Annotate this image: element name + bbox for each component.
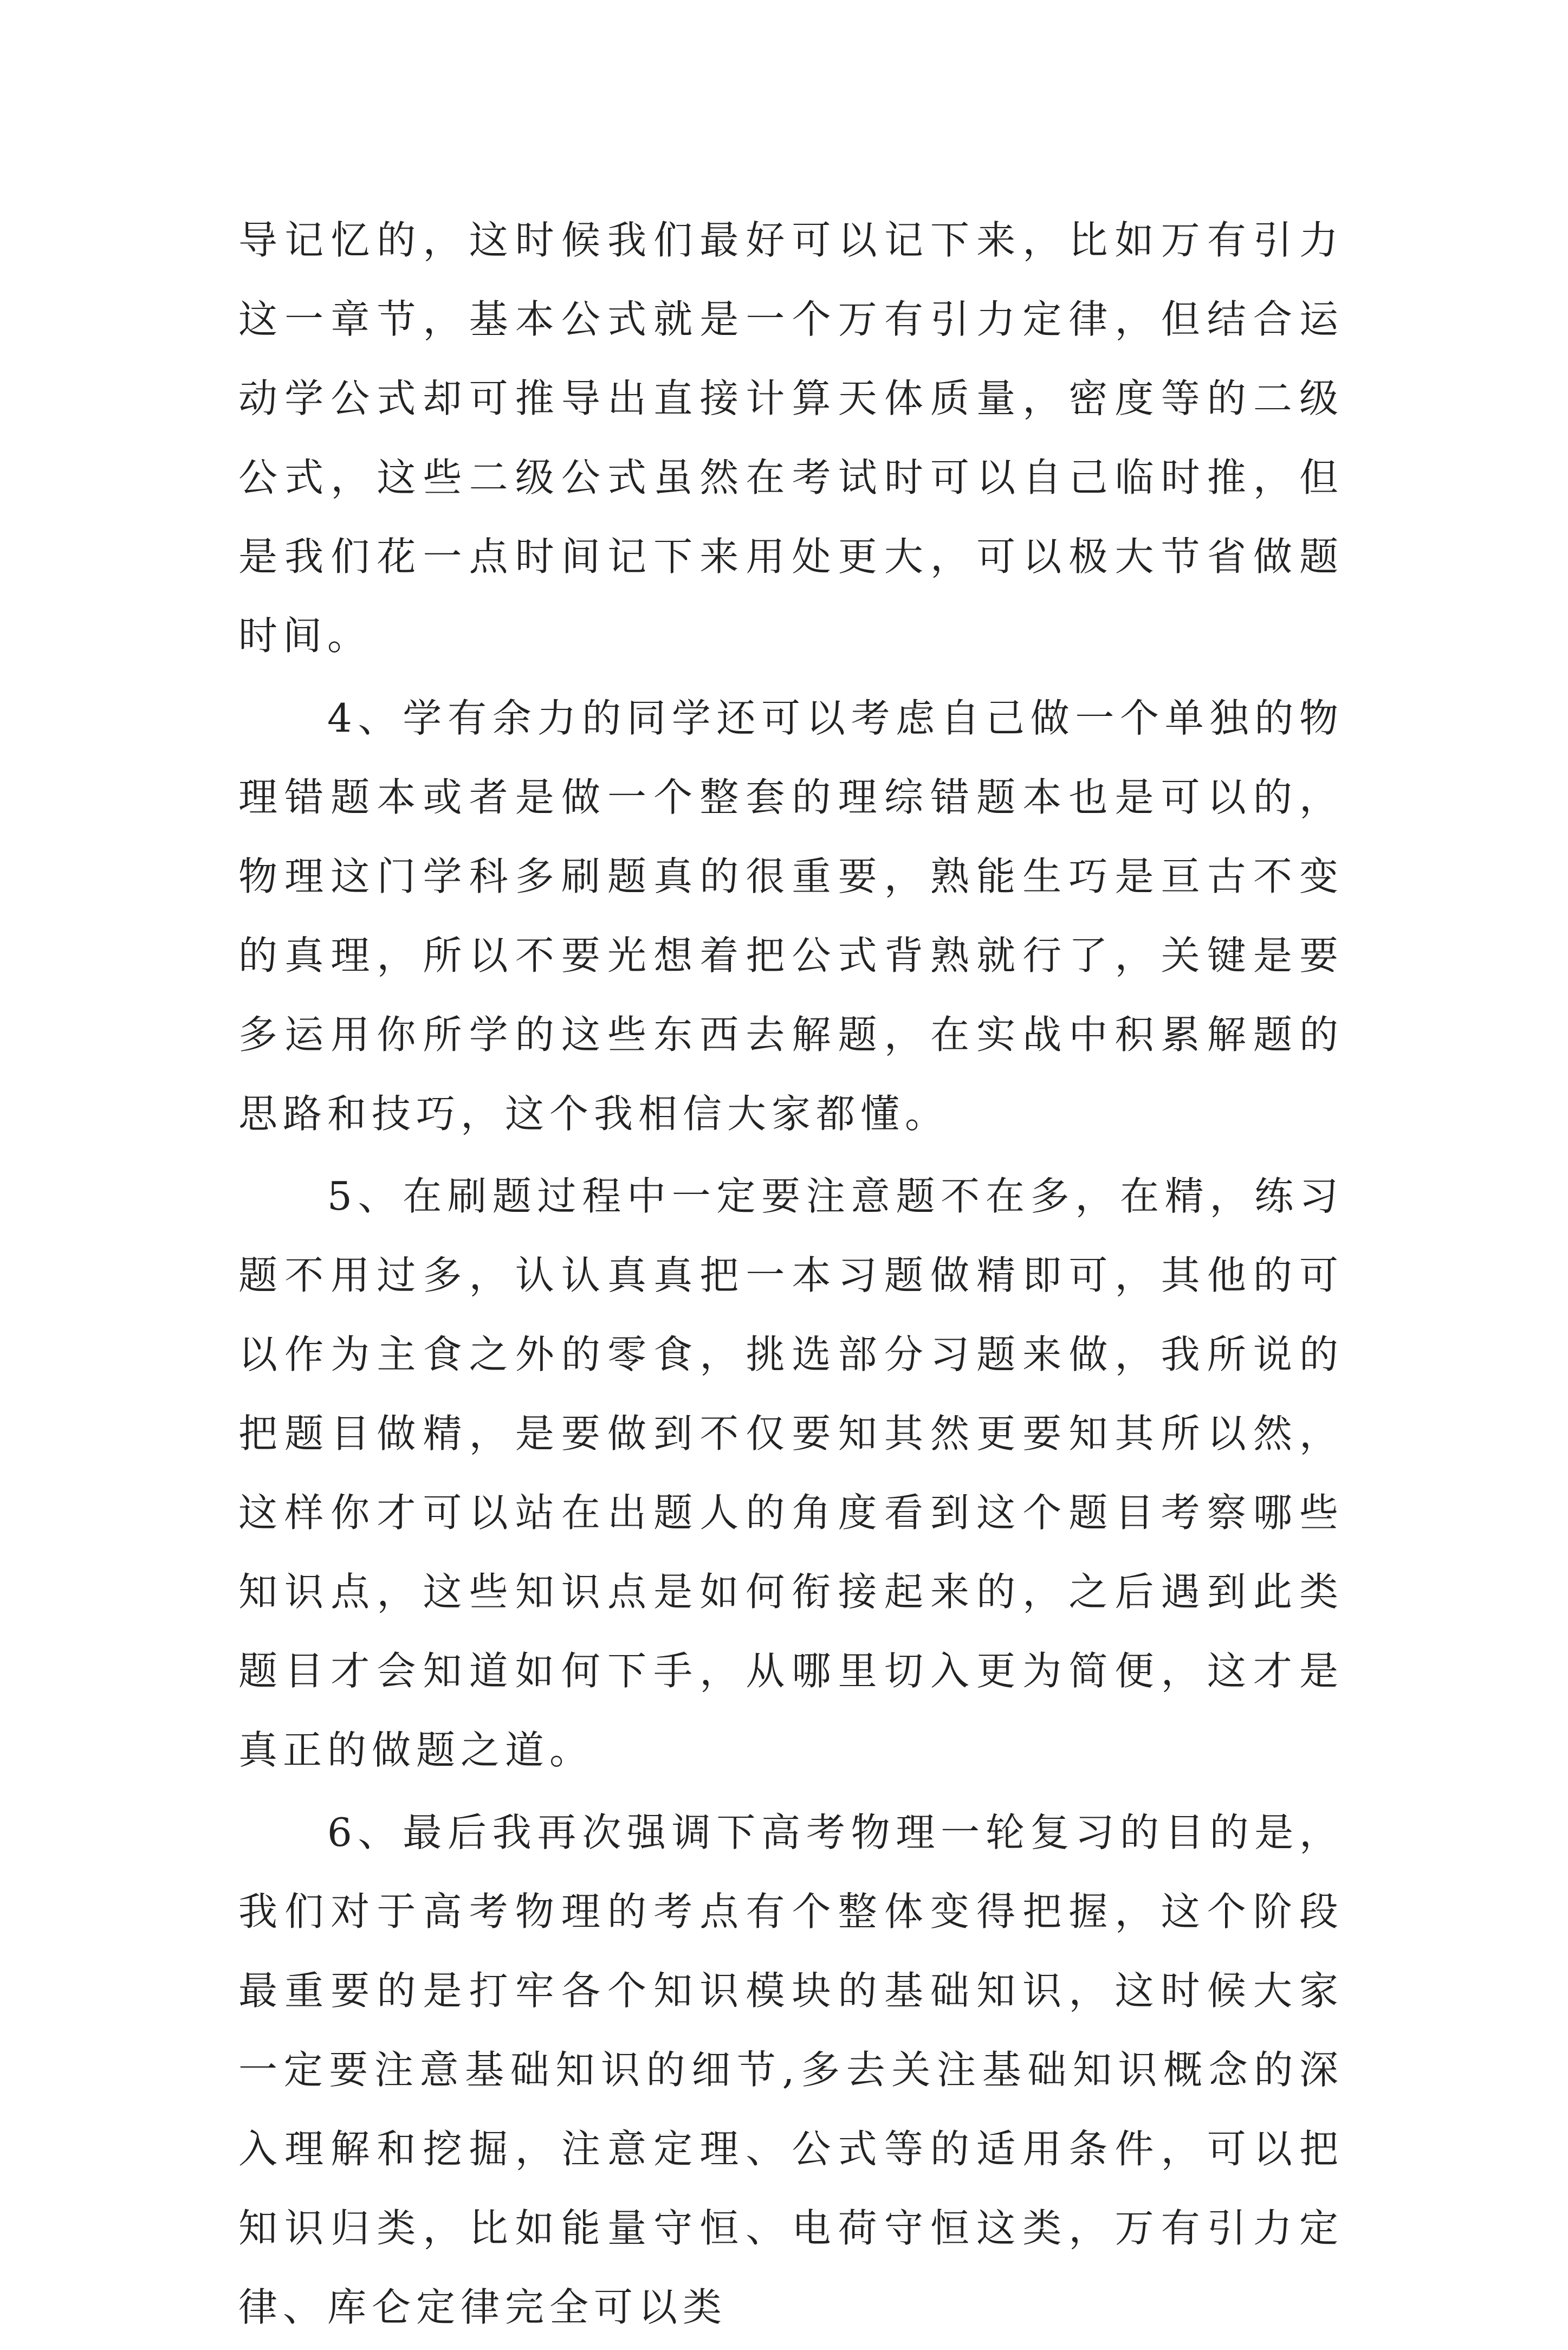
- paragraph-continuation: 导记忆的，这时候我们最好可以记下来，比如万有引力这一章节，基本公式就是一个万有引力定律，但结合运动学公式却可推导出直接计算天体质量，密度等的二级公式，这些二级公式虽然在考试时可以自己临时推，但是我们花一点时间记下来用处更大，可以极大节省做题时间。: [238, 217, 1344, 658]
- document-body: [238, 201, 1344, 2350]
- paragraph-item-4: 4、学有余力的同学还可以考虑自己做一个单独的物理错题本或者是做一个整套的理综错题本也是可以的，物理这门学科多刷题真的很重要，熟能生巧是亘古不变的真理，所以不要光想着把公式背熟就行了，关键是要多运用你所学的这些东西去解题，在实战中积累解题的思路和技巧，这个我相信大家都懂。: [238, 695, 1344, 1137]
- paragraph-item-6: 6、最后我再次强调下高考物理一轮复习的目的是，我们对于高考物理的考点有个整体变得把握，这个阶段最重要的是打牢各个知识模块的基础知识，这时候大家一定要注意基础知识的细节,多去关注基础知识概念的深入理解和挖掘，注意定理、公式等的适用条件，可以把知识归类，比如能量守恒、电荷守恒这类，万有引力定律、库仑定律完全可以类: [238, 1810, 1344, 2330]
- paragraph-item-5: 5、在刷题过程中一定要注意题不在多，在精，练习题不用过多，认认真真把一本习题做精即可，其他的可以作为主食之外的零食，挑选部分习题来做，我所说的把题目做精，是要做到不仅要知其然更要知其所以然，这样你才可以站在出题人的角度看到这个题目考察哪些知识点，这些知识点是如何衔接起来的，之后遇到此类题目才会知道如何下手，从哪里切入更为简便，这才是真正的做题之道。: [238, 1173, 1344, 1773]
